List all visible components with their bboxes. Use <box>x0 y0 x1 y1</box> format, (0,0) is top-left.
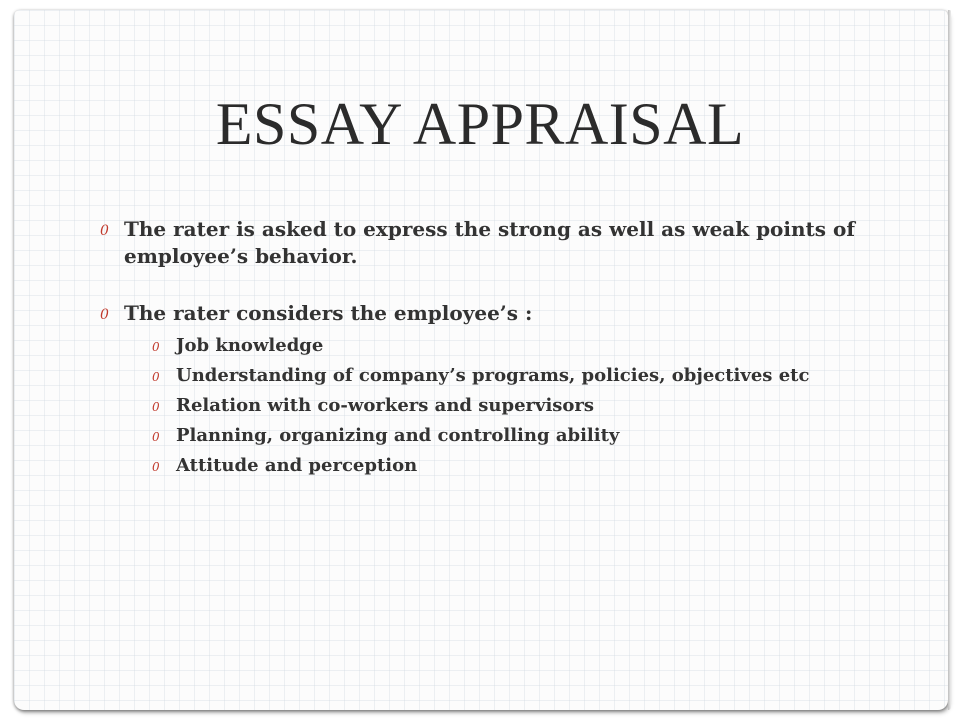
bullet-list <box>100 216 880 506</box>
bullet-marker: 0 <box>152 340 160 354</box>
sub-bullet-item <box>152 335 880 356</box>
sub-bullet-item <box>152 425 880 446</box>
sub-bullet-item <box>152 395 880 416</box>
sub-bullet-text: Understanding of company’s programs, policies, objectives etc <box>176 365 810 386</box>
bullet-item <box>100 216 880 270</box>
sub-bullet-text: Job knowledge <box>176 335 324 356</box>
bullet-text: The rater considers the employee’s : <box>124 301 533 325</box>
bullet-marker: 0 <box>152 430 160 444</box>
sub-bullet-item <box>152 455 880 476</box>
sub-bullet-text: Relation with co-workers and supervisors <box>176 395 595 416</box>
sub-bullet-item <box>152 365 880 386</box>
bullet-item <box>100 300 880 476</box>
slide-title: ESSAY APPRAISAL <box>215 91 745 157</box>
sub-bullet-text: Attitude and perception <box>176 455 418 476</box>
sub-bullet-list <box>124 335 880 476</box>
bullet-text: The rater is asked to express the strong as well as weak points of employee’s behavior. <box>124 217 855 268</box>
bullet-marker: 0 <box>100 223 109 239</box>
bullet-marker: 0 <box>100 307 109 323</box>
bullet-marker: 0 <box>152 370 160 384</box>
sub-bullet-text: Planning, organizing and controlling ability <box>176 425 620 446</box>
bullet-marker: 0 <box>152 460 160 474</box>
bullet-marker: 0 <box>152 400 160 414</box>
